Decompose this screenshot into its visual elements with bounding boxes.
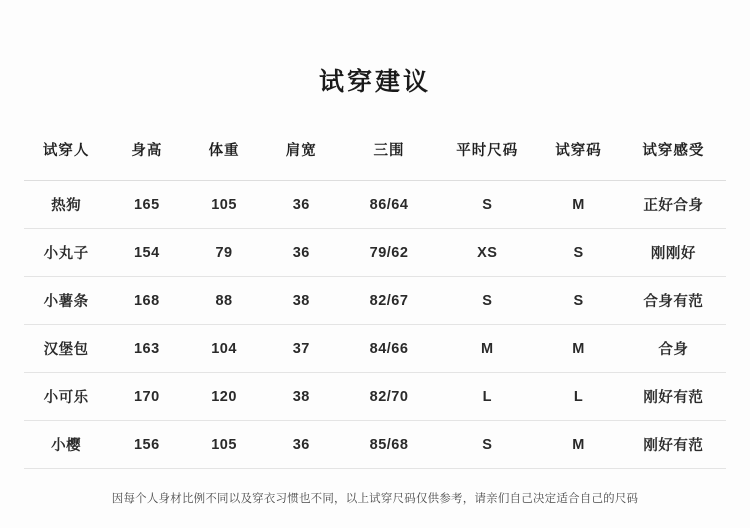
cell-shoulder: 36: [263, 229, 340, 277]
cell-height: 154: [108, 229, 185, 277]
cell-model: 小樱: [24, 421, 108, 469]
cell-weight: 88: [185, 277, 262, 325]
cell-height: 163: [108, 325, 185, 373]
cell-try-size: M: [536, 421, 620, 469]
table-row: [24, 229, 726, 277]
column-header-shoulder: 肩宽: [285, 143, 317, 159]
size-table-container: [0, 133, 750, 469]
cell-measurements: 86/64: [340, 181, 438, 229]
cell-feeling: 刚好有范: [621, 421, 726, 469]
column-header-try-size: 试穿码: [555, 143, 602, 159]
cell-measurements: 84/66: [340, 325, 438, 373]
cell-feeling: 刚好有范: [621, 373, 726, 421]
cell-model: 小薯条: [24, 277, 108, 325]
cell-height: 170: [108, 373, 185, 421]
cell-shoulder: 38: [263, 373, 340, 421]
cell-usual-size: S: [438, 181, 536, 229]
cell-shoulder: 37: [263, 325, 340, 373]
cell-shoulder: 38: [263, 277, 340, 325]
cell-measurements: 79/62: [340, 229, 438, 277]
cell-weight: 79: [185, 229, 262, 277]
table-body: [24, 181, 726, 469]
cell-usual-size: XS: [438, 229, 536, 277]
cell-height: 156: [108, 421, 185, 469]
cell-usual-size: L: [438, 373, 536, 421]
table-row: [24, 277, 726, 325]
cell-try-size: S: [536, 277, 620, 325]
column-header-model: 试穿人: [42, 143, 90, 159]
table-row: [24, 421, 726, 469]
cell-model: 汉堡包: [24, 325, 108, 373]
cell-weight: 105: [185, 421, 262, 469]
cell-shoulder: 36: [263, 421, 340, 469]
table-row: [24, 181, 726, 229]
cell-model: 小丸子: [24, 229, 108, 277]
page-title: 试穿建议: [318, 68, 431, 96]
fitting-suggestion-table: [24, 133, 726, 469]
cell-try-size: M: [536, 325, 620, 373]
cell-try-size: S: [536, 229, 620, 277]
cell-weight: 120: [185, 373, 262, 421]
column-header-height: 身高: [131, 143, 163, 159]
cell-try-size: L: [536, 373, 620, 421]
column-header-feeling: 试穿感受: [642, 143, 705, 159]
table-header: [24, 133, 726, 181]
cell-feeling: 合身: [621, 325, 726, 373]
column-header-weight: 体重: [208, 143, 240, 159]
table-row: [24, 325, 726, 373]
disclaimer-note: 因每个人身材比例不同以及穿衣习惯也不同，以上试穿尺码仅供参考，请亲们自己决定适合自己的尺码: [111, 493, 639, 505]
cell-weight: 104: [185, 325, 262, 373]
table-header-row: [24, 133, 726, 181]
cell-weight: 105: [185, 181, 262, 229]
cell-measurements: 85/68: [340, 421, 438, 469]
cell-feeling: 合身有范: [621, 277, 726, 325]
cell-feeling: 刚刚好: [621, 229, 726, 277]
cell-height: 165: [108, 181, 185, 229]
cell-height: 168: [108, 277, 185, 325]
cell-measurements: 82/67: [340, 277, 438, 325]
cell-usual-size: S: [438, 421, 536, 469]
cell-feeling: 正好合身: [621, 181, 726, 229]
cell-usual-size: M: [438, 325, 536, 373]
cell-try-size: M: [536, 181, 620, 229]
column-header-measurements: 三围: [373, 143, 405, 159]
cell-measurements: 82/70: [340, 373, 438, 421]
cell-shoulder: 36: [263, 181, 340, 229]
table-row: [24, 373, 726, 421]
cell-model: 小可乐: [24, 373, 108, 421]
cell-usual-size: S: [438, 277, 536, 325]
cell-model: 热狗: [24, 181, 108, 229]
column-header-usual-size: 平时尺码: [456, 143, 519, 159]
